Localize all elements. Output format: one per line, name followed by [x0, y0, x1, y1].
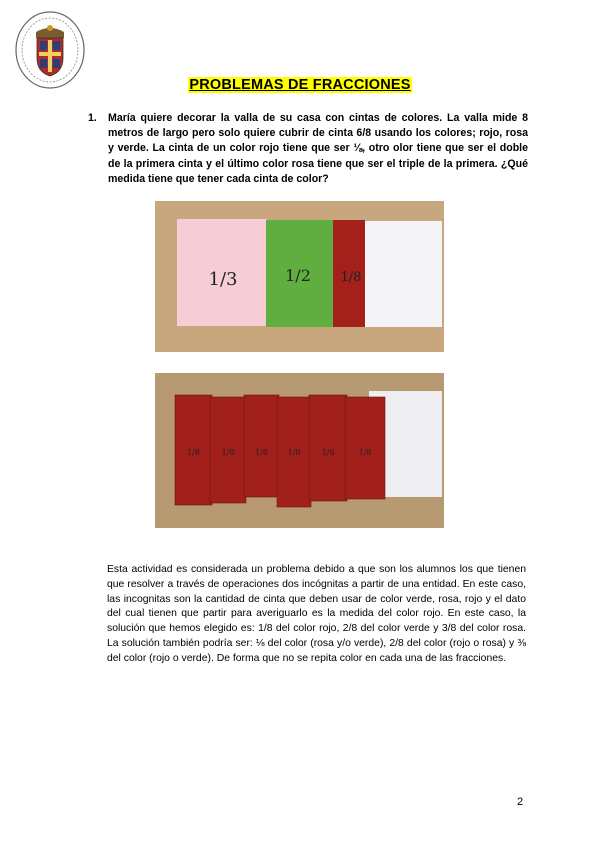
problem-text: María quiere decorar la valla de su casa con cintas de colores. La valla mide 8 metros de largo pero solo quiere cubrir de cinta 6/8 usando los colores; rojo, rosa y verde. La cinta de un color rojo tiene que ser ⅛, otro olor tiene que ser el doble de la primera cinta y el último color rosa tiene que ser el triple de la primera. ¿Qué medida tiene que tener cada cinta de color?: [108, 112, 528, 185]
green-strip-label: 1/2: [285, 266, 311, 285]
explanation-paragraph: Esta actividad es considerada un problema debido a que son los alumnos los que tienen que resolver a través de operaciones dos incógnitas a partir de una entidad. En este caso, las incognitas son la cantidad de cinta que deben usar de color verde, rosa, rojo y el dato del cual tienen que partir para averiguarlo es la medida del color rojo. En este caso, la solución que hemos elegido es: 1/8 del color rojo, 2/8 del color verde y 3/8 del color rosa. La solución también podría ser: ⅛ del color (rosa y/o verde), 2/8 del color (rojo o rosa) y ⅜ del color (rojo o verde). De forma que no se repita color en cada una de las fracciones.: [107, 564, 526, 664]
eighth-strip-label: 1/8: [221, 448, 235, 457]
eighth-strip-label: 1/8: [255, 448, 268, 457]
eighth-strip-label: 1/8: [358, 448, 372, 457]
eighth-strip-label: 1/8: [321, 448, 335, 457]
eighths-strips-photo: [155, 373, 444, 528]
page-number: 2: [517, 796, 524, 808]
eighth-strip-label: 1/8: [287, 448, 301, 457]
eighth-strip: [244, 395, 279, 497]
fraction-strips-photo: [155, 201, 444, 352]
page-title: PROBLEMAS DE FRACCIONES: [189, 77, 411, 93]
pink-strip-label: 1/3: [208, 269, 238, 290]
white-strip: [364, 221, 442, 327]
eighth-strip-label: 1/8: [187, 448, 200, 457]
problem-statement: [88, 111, 528, 187]
red-strip-label: 1/8: [340, 270, 362, 285]
problem-number: 1.: [88, 112, 97, 124]
